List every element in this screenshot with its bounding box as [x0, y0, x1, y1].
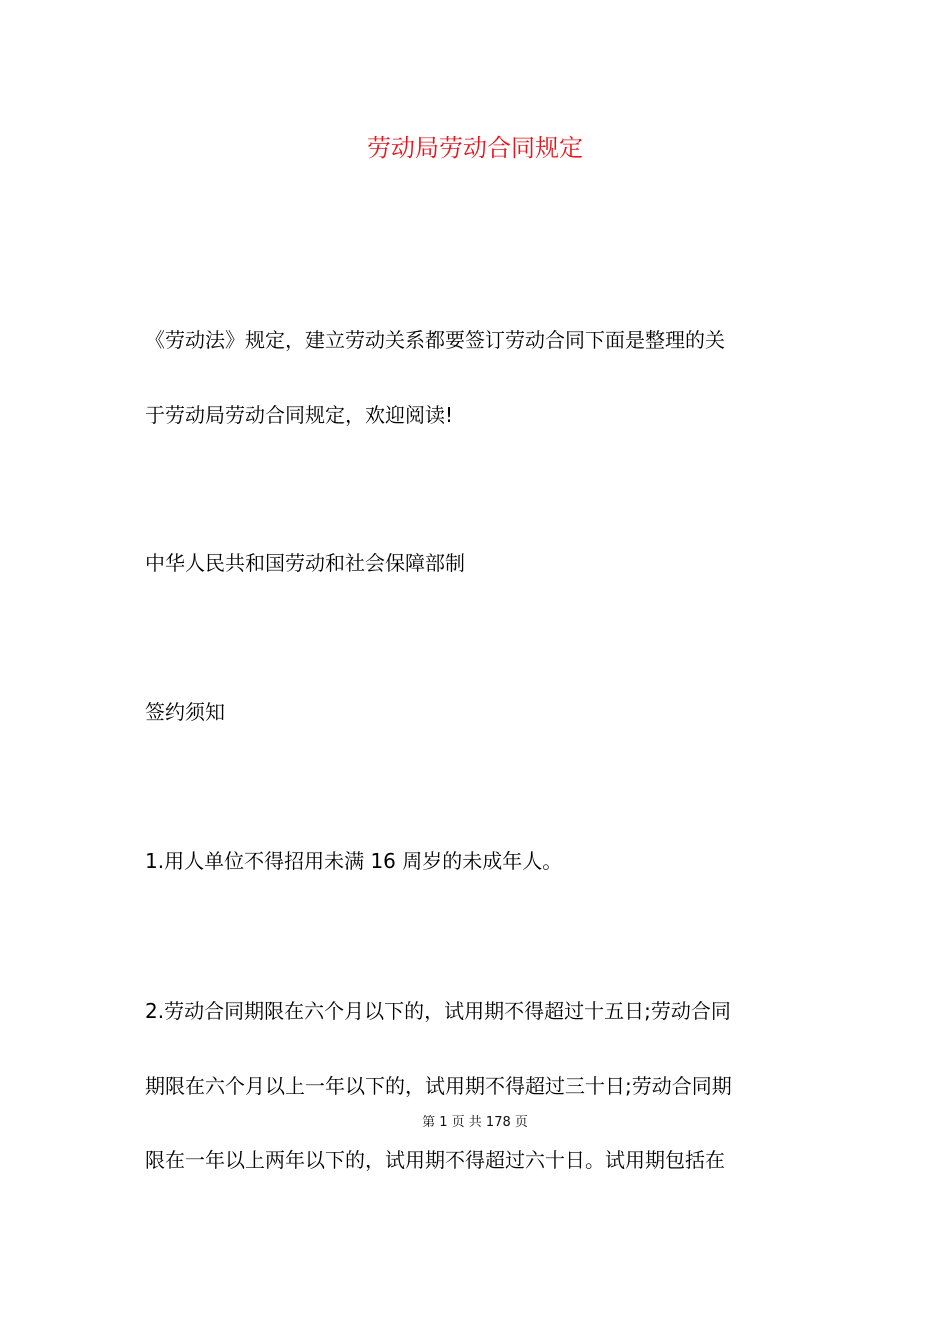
intro-line-1: 《劳动法》规定，建立劳动关系都要签订劳动合同下面是整理的关 — [145, 328, 725, 352]
issuer-line: 中华人民共和国劳动和社会保障部制 — [145, 551, 465, 575]
notice-item-2-line-1: 2.劳动合同期限在六个月以下的，试用期不得超过十五日;劳动合同 — [145, 999, 731, 1023]
document-title: 劳动局劳动合同规定 — [367, 134, 583, 162]
intro-line-2: 于劳动局劳动合同规定，欢迎阅读! — [145, 403, 454, 427]
notice-item-2-line-2: 期限在六个月以上一年以下的，试用期不得超过三十日;劳动合同期 — [145, 1074, 732, 1098]
section-heading: 签约须知 — [145, 700, 225, 724]
page-footer: 第 1 页 共 178 页 — [422, 1115, 528, 1130]
notice-item-2-line-3: 限在一年以上两年以下的，试用期不得超过六十日。试用期包括在 — [145, 1148, 725, 1172]
notice-item-1: 1.用人单位不得招用未满 16 周岁的未成年人。 — [145, 849, 563, 873]
